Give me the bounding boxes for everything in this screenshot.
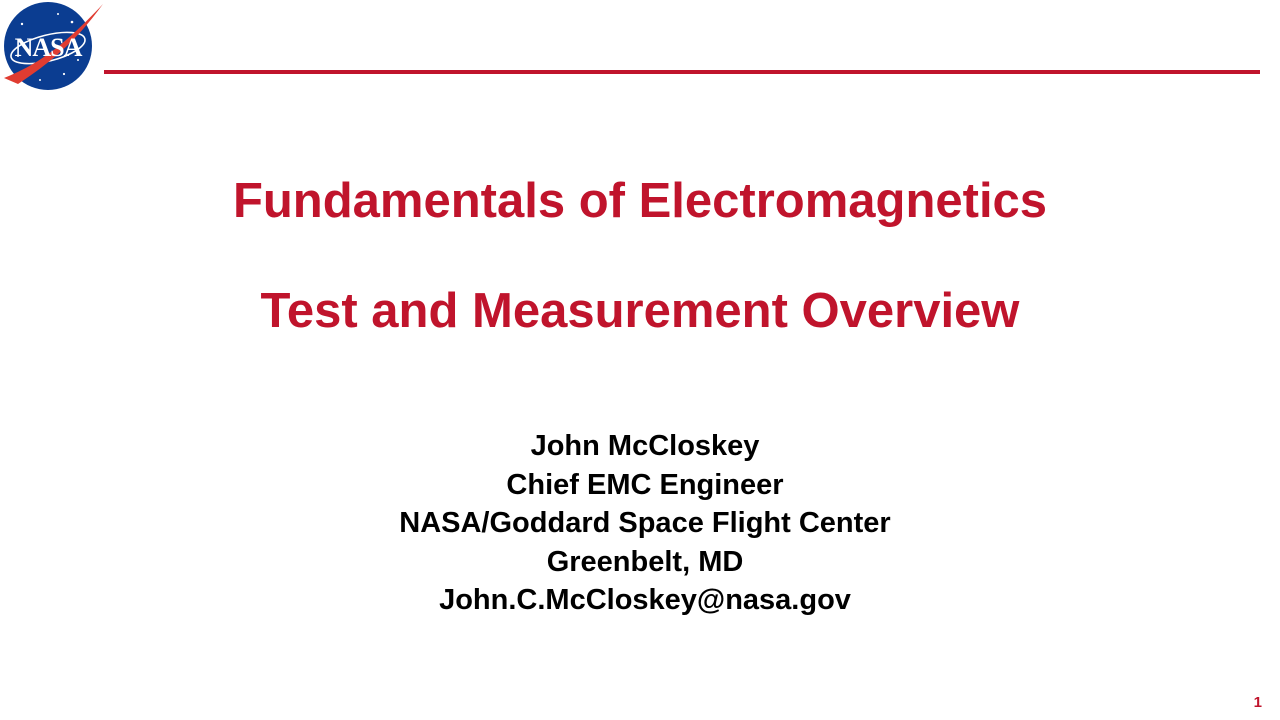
nasa-meatball-icon xyxy=(0,0,106,94)
author-email: John.C.McCloskey@nasa.gov xyxy=(439,584,851,616)
slide-title: Fundamentals of Electromagnetics xyxy=(232,174,1048,228)
nasa-logo xyxy=(0,0,106,94)
author-role: Chief EMC Engineer xyxy=(506,468,784,501)
author-location: Greenbelt, MD xyxy=(546,545,744,578)
slide-subtitle: Test and Measurement Overview xyxy=(260,284,1020,338)
page-number: 1 xyxy=(1253,694,1262,711)
svg-text:NASA: NASA xyxy=(14,33,82,62)
author-block xyxy=(0,427,1280,620)
author-organization: NASA/Goddard Space Flight Center xyxy=(399,507,891,539)
author-name: John McCloskey xyxy=(530,430,760,462)
header-rule xyxy=(104,70,1260,74)
